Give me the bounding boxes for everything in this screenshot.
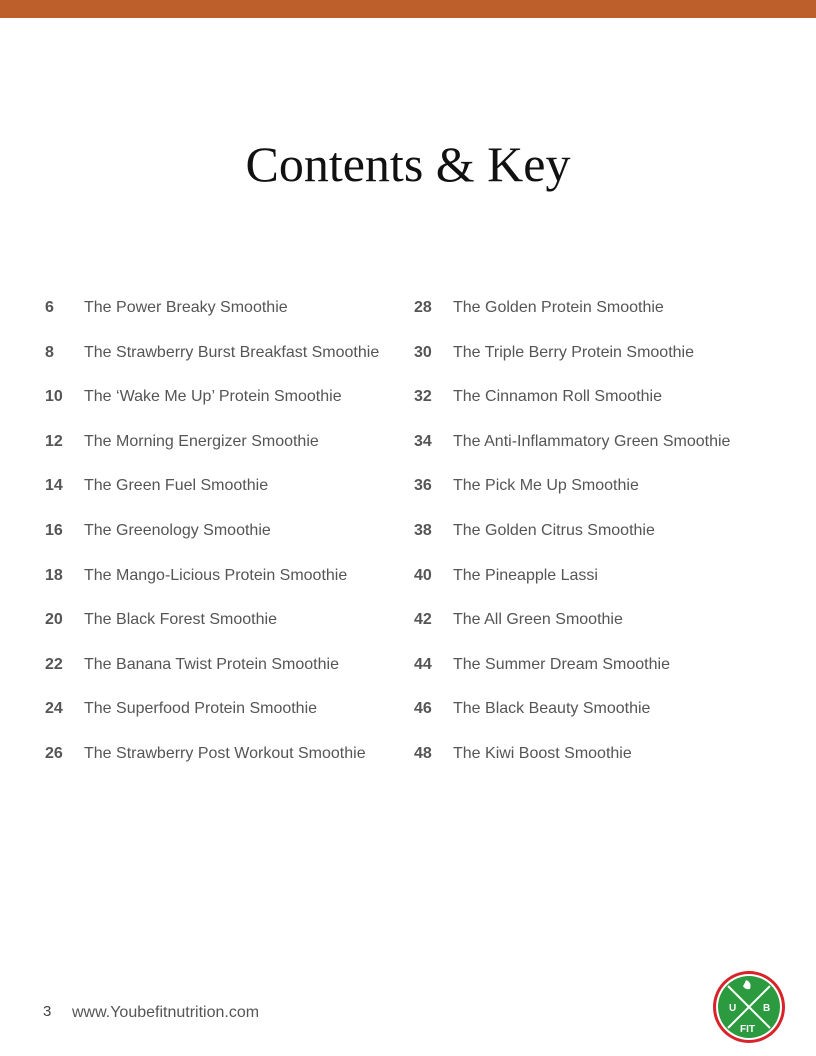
- toc-page-number: 16: [45, 521, 63, 539]
- toc-entry-title: The Banana Twist Protein Smoothie: [84, 655, 339, 673]
- toc-page-number: 18: [45, 566, 63, 584]
- toc-entry-title: The Pineapple Lassi: [453, 566, 598, 584]
- page-title: Contents & Key: [245, 136, 571, 192]
- toc-entry-title: The Summer Dream Smoothie: [453, 655, 670, 673]
- toc-entry[interactable]: [414, 296, 784, 341]
- toc-page-number: 14: [45, 477, 63, 495]
- toc-page-number: 22: [45, 655, 63, 673]
- toc-entry-title: The Anti-Inflammatory Green Smoothie: [453, 432, 731, 450]
- toc-page-number: 10: [45, 388, 63, 406]
- toc-entry[interactable]: [414, 430, 784, 475]
- website-link[interactable]: www.Youbefitnutrition.com: [72, 1004, 260, 1021]
- toc-entry[interactable]: [45, 697, 415, 742]
- toc-entry[interactable]: [45, 653, 415, 698]
- youbefit-logo: [712, 970, 786, 1044]
- toc-page-number: 12: [45, 432, 63, 450]
- toc-page-number: 34: [414, 432, 432, 450]
- toc-entry-title: The Golden Protein Smoothie: [453, 299, 664, 316]
- toc-entry-title: The Cinnamon Roll Smoothie: [453, 388, 662, 406]
- toc-entry-title: The Pick Me Up Smoothie: [453, 477, 639, 495]
- logo-letters-fit: FIT: [740, 1024, 755, 1035]
- toc-entry[interactable]: [414, 385, 784, 430]
- logo-letter-b: B: [763, 1003, 771, 1014]
- toc-page-number: 28: [414, 299, 432, 316]
- toc-entry-title: The Mango-Licious Protein Smoothie: [84, 566, 348, 584]
- toc-entry[interactable]: [45, 474, 415, 519]
- toc-entry-title: The Power Breaky Smoothie: [84, 299, 288, 316]
- toc-page-number: 26: [45, 744, 63, 762]
- toc-page-number: 6: [45, 299, 54, 316]
- toc-entry-title: The ‘Wake Me Up’ Protein Smoothie: [84, 388, 342, 406]
- toc-entry[interactable]: [414, 697, 784, 742]
- toc-entry-title: The Black Forest Smoothie: [84, 611, 277, 629]
- toc-page-number: 42: [414, 611, 432, 629]
- toc-entry-title: The Triple Berry Protein Smoothie: [453, 343, 694, 361]
- toc-column-right: [414, 296, 784, 787]
- toc-entry[interactable]: [45, 296, 415, 341]
- toc-entry[interactable]: [45, 608, 415, 653]
- toc-entry[interactable]: [414, 519, 784, 564]
- toc-entry-title: The Golden Citrus Smoothie: [453, 521, 655, 539]
- toc-column-left: [45, 296, 415, 787]
- toc-entry-title: The Green Fuel Smoothie: [84, 477, 269, 495]
- toc-page-number: 8: [45, 343, 54, 361]
- toc-entry-title: The Black Beauty Smoothie: [453, 700, 651, 718]
- toc-entry[interactable]: [45, 430, 415, 475]
- toc-page-number: 48: [414, 744, 432, 762]
- toc-page-number: 40: [414, 566, 432, 584]
- toc-page-number: 30: [414, 343, 432, 361]
- toc-entry[interactable]: [45, 564, 415, 609]
- toc-entry[interactable]: [45, 341, 415, 386]
- toc-page-number: 32: [414, 388, 432, 406]
- toc-page-number: 46: [414, 700, 432, 718]
- toc-entry-title: The Superfood Protein Smoothie: [84, 700, 318, 718]
- toc-entry-title: The All Green Smoothie: [453, 611, 623, 629]
- logo-letter-u: U: [729, 1003, 737, 1014]
- toc-entry-title: The Strawberry Burst Breakfast Smoothie: [84, 343, 380, 361]
- toc-page-number: 24: [45, 700, 63, 718]
- toc-entry-title: The Morning Energizer Smoothie: [84, 432, 319, 450]
- toc-entry-title: The Greenology Smoothie: [84, 521, 271, 539]
- toc-entry[interactable]: [414, 608, 784, 653]
- toc-entry[interactable]: [414, 564, 784, 609]
- toc-entry[interactable]: [45, 385, 415, 430]
- toc-entry[interactable]: [45, 519, 415, 564]
- toc-entry[interactable]: [414, 341, 784, 386]
- toc-entry[interactable]: [414, 474, 784, 519]
- toc-page-number: 36: [414, 477, 432, 495]
- toc-entry[interactable]: [45, 742, 415, 787]
- toc-entry-title: The Strawberry Post Workout Smoothie: [84, 744, 366, 762]
- page-number: 3: [43, 1003, 52, 1020]
- toc-entry-title: The Kiwi Boost Smoothie: [453, 744, 632, 762]
- toc-page-number: 20: [45, 611, 63, 629]
- toc-entry[interactable]: [414, 653, 784, 698]
- toc-page-number: 44: [414, 655, 432, 673]
- top-accent-bar: [0, 0, 816, 18]
- toc-entry[interactable]: [414, 742, 784, 787]
- toc-page-number: 38: [414, 521, 432, 539]
